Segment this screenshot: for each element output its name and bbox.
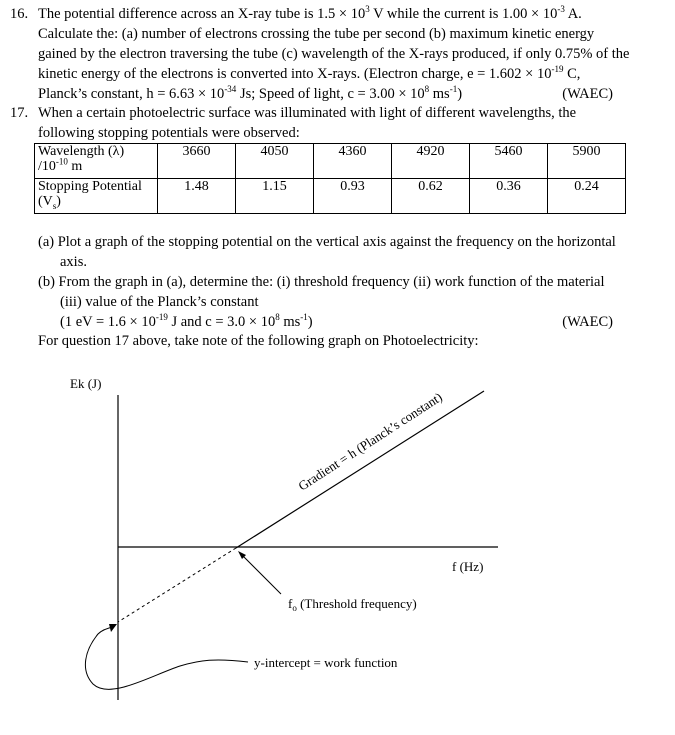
potential-cell: 0.93 <box>314 179 392 214</box>
wavelength-cell: 4050 <box>236 144 314 179</box>
wavelength-cell: 4920 <box>392 144 470 179</box>
intercept-label: y-intercept = work function <box>254 655 398 670</box>
q17-number: 17. <box>10 105 29 121</box>
graph-note: For question 17 above, take note of the following graph on Photoelectricity: <box>38 333 479 349</box>
q16-line2: Calculate the: (a) number of electrons crossing the tube per second (b) maximum kinetic energy <box>38 26 595 42</box>
q17-line2: following stopping potentials were observed: <box>38 125 300 141</box>
y-axis-label: Ek (J) <box>70 376 102 391</box>
potential-cell: 0.36 <box>470 179 548 214</box>
q17-source: (WAEC) <box>562 314 613 330</box>
potential-header: Stopping Potential $(V_s)$ <box>35 179 158 214</box>
part-b-line1: (b) From the graph in (a), determine the: (i) threshold frequency (ii) work function of the material <box>38 274 605 290</box>
part-b-line3: (1 eV = $1.6 \times 10^{-19}$ J and $c = 3.0 \times 10^8$ $ms^{-1}$) <box>60 312 313 330</box>
part-b-line2: (iii) value of the Planck’s constant <box>60 294 259 310</box>
part-a-line1: (a) Plot a graph of the stopping potential on the vertical axis against the frequency on the horizontal <box>38 234 616 250</box>
q16-line4: kinetic energy of the electrons is converted into X-rays. (Electron charge, $e = 1.602 \times 10^{-19}$ C, <box>38 64 581 82</box>
gradient-label: Gradient = h (Planck’s constant) <box>295 389 445 494</box>
part-a-line2: axis. <box>60 254 87 270</box>
q16-line3: gained by the electron traversing the tube (c) wavelength of the X-rays produced, if only 0.75% of the <box>38 46 630 62</box>
q16-line1: The potential difference across an X-ray tube is $1.5 \times 10^3$ V while the current is $1.00 \times 10^{-3}$ A. <box>38 4 582 22</box>
dashed-extrapolation <box>118 548 236 622</box>
intercept-arrowhead <box>109 624 117 632</box>
q16-source: (WAEC) <box>562 86 613 102</box>
wavelength-cell: 3660 <box>158 144 236 179</box>
wavelength-cell: 5460 <box>470 144 548 179</box>
threshold-arrow <box>240 553 281 594</box>
wavelength-cell: 5900 <box>548 144 626 179</box>
threshold-label: $f_o$ (Threshold frequency) <box>288 596 417 613</box>
potential-cell: 0.24 <box>548 179 626 214</box>
intercept-arrow <box>85 627 248 689</box>
graph-line <box>236 391 484 548</box>
wavelength-cell: 4360 <box>314 144 392 179</box>
wavelength-header: Wavelength (λ) $/10^{-10}$ m <box>35 144 158 179</box>
potential-cell: 1.15 <box>236 179 314 214</box>
q17-line1: When a certain photoelectric surface was illuminated with light of different wavelengths, the <box>38 105 577 121</box>
potential-cell: 1.48 <box>158 179 236 214</box>
x-axis-label: f (Hz) <box>452 559 484 574</box>
q16-line5: Planck’s constant, $h = 6.63 \times 10^{-34}$ Js; Speed of light, $c = 3.00 \times 10^8$ $ms^{-1}$) <box>38 84 463 102</box>
potential-cell: 0.62 <box>392 179 470 214</box>
q16-number: 16. <box>10 6 29 22</box>
